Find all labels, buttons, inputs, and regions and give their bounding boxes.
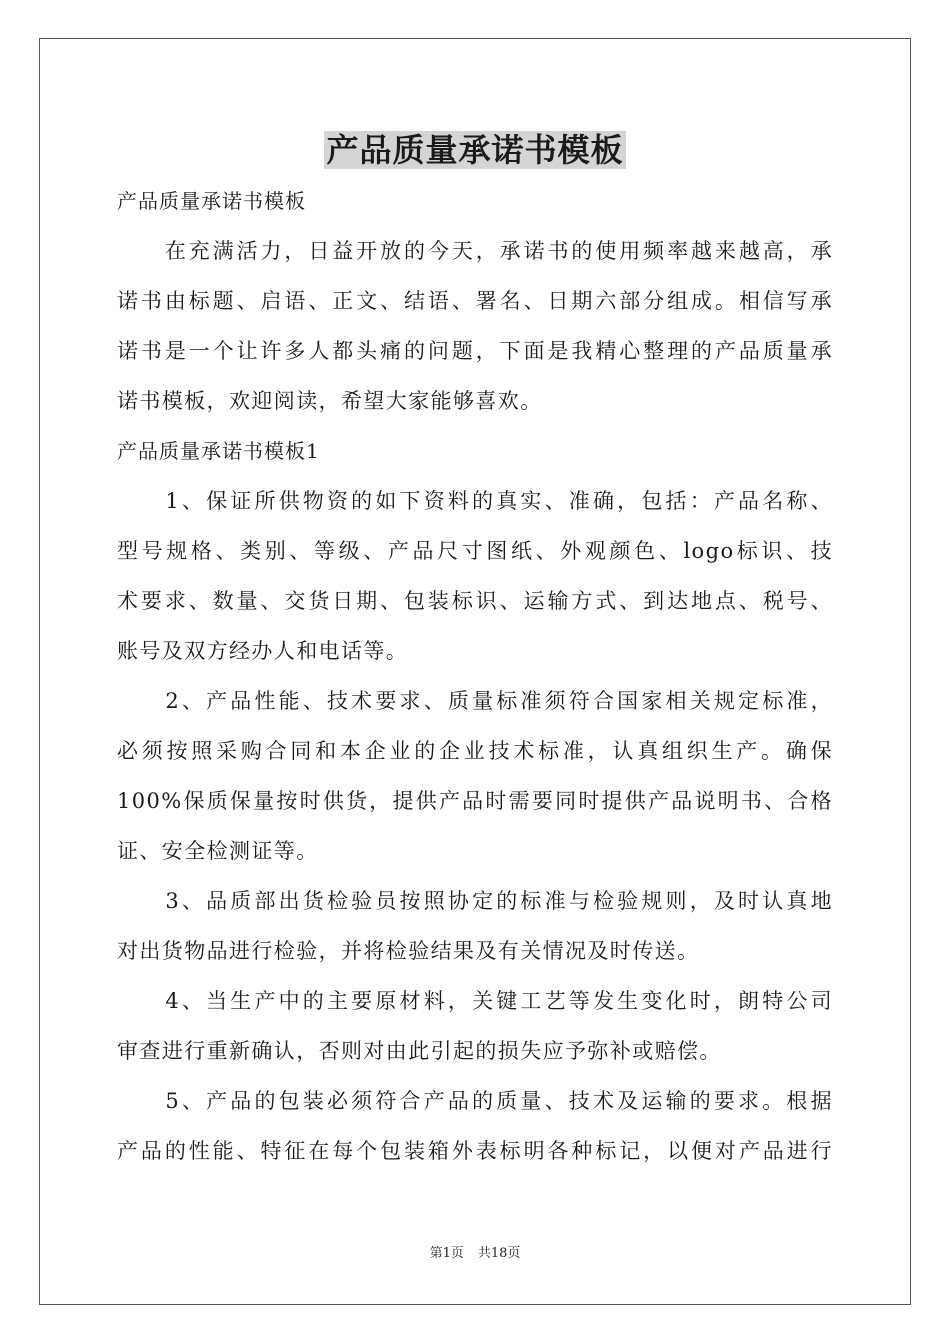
text-line: 账号及双方经办人和电话等。 xyxy=(117,639,409,663)
page-number: 第1页 xyxy=(429,1246,464,1261)
page-footer xyxy=(0,1245,950,1263)
text-line: 诺书模板，欢迎阅读，希望大家能够喜欢。 xyxy=(117,389,543,413)
document-body xyxy=(117,176,833,1176)
text-line: 对出货物品进行检验，并将检验结果及有关情况及时传送。 xyxy=(117,939,700,963)
text-line: 型号规格、类别、等级、产品尺寸图纸、外观颜色、logo标识、技 xyxy=(117,539,833,563)
text-line: 4、当生产中的主要原材料，关键工艺等发生变化时，朗特公司 xyxy=(117,989,833,1013)
text-line: 审查进行重新确认，否则对由此引起的损失应予弥补或赔偿。 xyxy=(117,1039,722,1063)
text-line: 证、安全检测证等。 xyxy=(117,839,319,863)
page-total: 共18页 xyxy=(477,1246,521,1261)
text-line: 术要求、数量、交货日期、包装标识、运输方式、到达地点、税号、 xyxy=(117,589,833,613)
text-line: 5、产品的包装必须符合产品的质量、技术及运输的要求。根据 xyxy=(117,1089,833,1113)
document-title xyxy=(0,127,950,173)
text-line: 诺书是一个让许多人都头痛的问题，下面是我精心整理的产品质量承 xyxy=(117,339,833,363)
section-heading: 产品质量承诺书模板1 xyxy=(117,439,320,463)
section-heading: 产品质量承诺书模板 xyxy=(117,189,306,213)
document-title-text: 产品质量承诺书模板 xyxy=(326,131,624,169)
text-line: 诺书由标题、启语、正文、结语、署名、日期六部分组成。相信写承 xyxy=(117,289,833,313)
text-line: 1、保证所供物资的如下资料的真实、准确，包括：产品名称、 xyxy=(117,489,833,513)
text-line: 2、产品性能、技术要求、质量标准须符合国家相关规定标准， xyxy=(117,689,833,713)
text-line: 必须按照采购合同和本企业的企业技术标准，认真组织生产。确保 xyxy=(117,739,833,763)
text-line: 3、品质部出货检验员按照协定的标准与检验规则，及时认真地 xyxy=(117,889,833,913)
text-line: 在充满活力，日益开放的今天，承诺书的使用频率越来越高，承 xyxy=(117,239,833,263)
text-line: 产品的性能、特征在每个包装箱外表标明各种标记，以便对产品进行 xyxy=(117,1139,833,1163)
text-line: 100%保质保量按时供货，提供产品时需要同时提供产品说明书、合格 xyxy=(117,789,833,813)
